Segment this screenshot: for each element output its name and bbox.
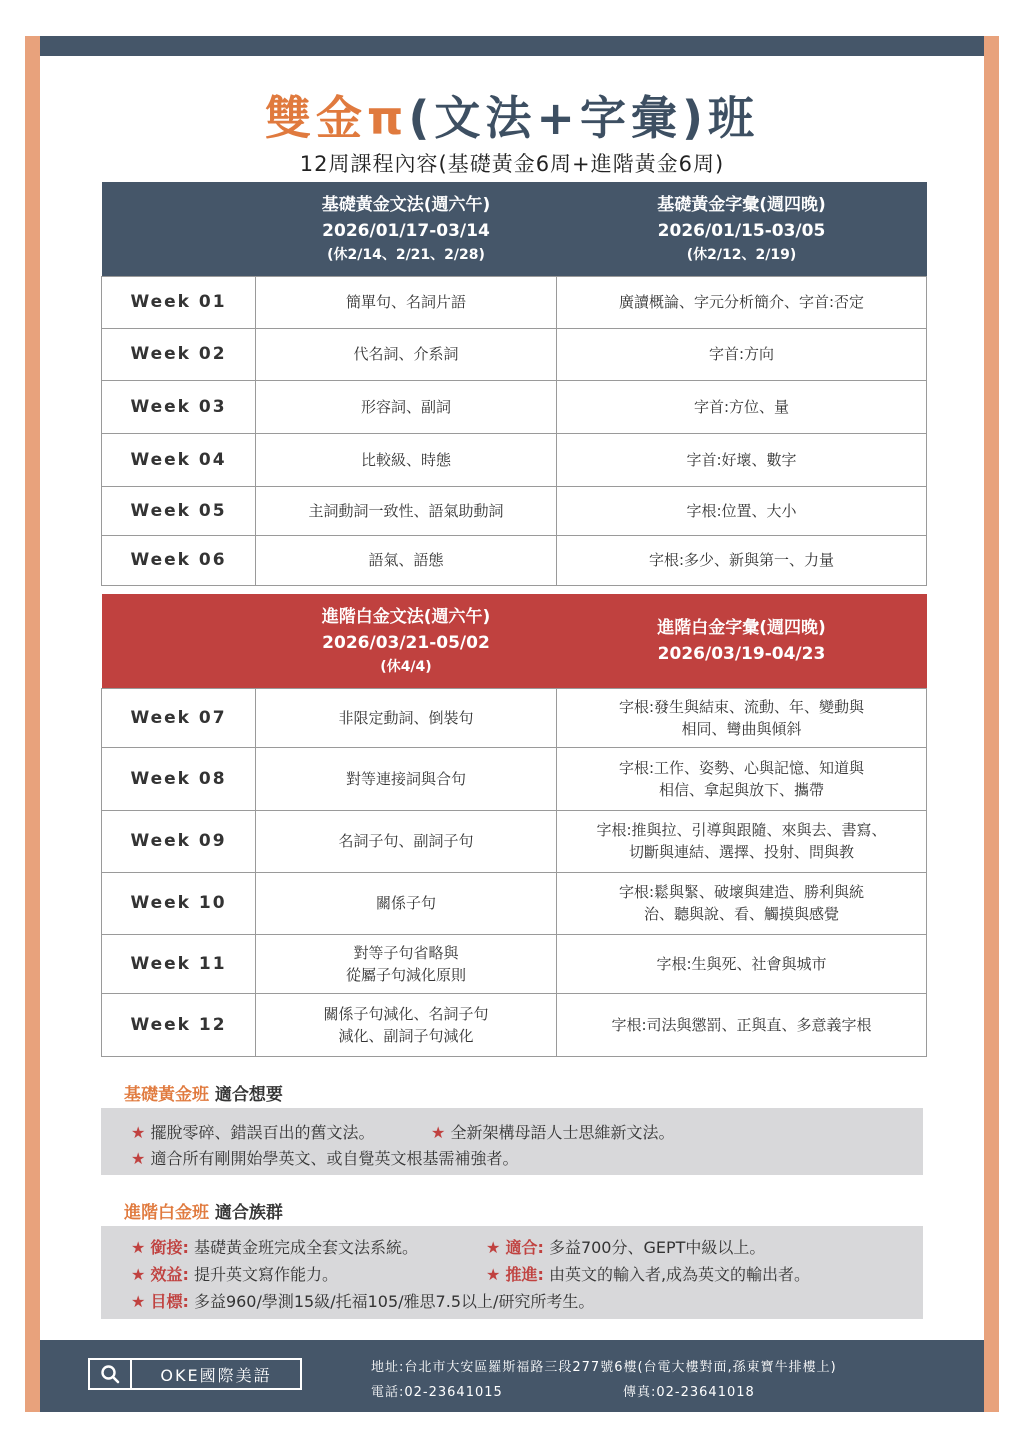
week-cell: Week 06: [102, 535, 256, 585]
grammar-cell: [256, 747, 557, 810]
week-cell: Week 12: [102, 993, 256, 1056]
page-title: [0, 82, 1024, 148]
table-row: [102, 747, 927, 810]
table-row: [102, 934, 927, 993]
header-line: (休2/14、2/21、2/28): [327, 246, 485, 263]
cell-line: 字根:生與死、社會與城市: [656, 954, 827, 973]
cell-line: 關係子句減化、名詞子句: [323, 1004, 489, 1023]
table-row: [102, 688, 927, 747]
basic-header-row: [102, 182, 927, 276]
header-line: 2026/03/19-04/23: [657, 643, 826, 664]
grammar-cell: [256, 872, 557, 934]
suit-text: 多益960/學測15級/托福105/雅思7.5以上/研究所考生。: [193, 1292, 595, 1311]
grammar-cell: 語氣、語態: [256, 535, 557, 585]
week-cell: Week 01: [102, 276, 256, 328]
basic-suit-line: [431, 1120, 674, 1143]
cell-line: 減化、副詞子句減化: [338, 1026, 474, 1045]
suit-text: 基礎黃金班完成全套文法系統。: [193, 1238, 418, 1257]
cell-line: 字根:工作、姿勢、心與記憶、知道與: [618, 758, 865, 777]
adv-suit-title-rest: 適合族群: [214, 1203, 283, 1223]
vocab-cell: [557, 747, 927, 810]
vocab-cell: [557, 934, 927, 993]
star-icon: ★: [131, 1292, 146, 1311]
title-rest: (文法+字彙)班: [408, 91, 759, 145]
cell-line: 字根:司法與懲罰、正與直、多意義字根: [611, 1015, 872, 1034]
suit-label: 推進:: [505, 1265, 544, 1284]
cell-line: 名詞子句、副詞子句: [338, 832, 474, 850]
vocab-cell: [557, 810, 927, 872]
brand-search-box[interactable]: [88, 1358, 302, 1390]
header-line: (休2/12、2/19): [686, 246, 797, 263]
week-cell: Week 11: [102, 934, 256, 993]
week-cell: Week 09: [102, 810, 256, 872]
basic-grammar-header: [256, 182, 557, 276]
star-icon: ★: [131, 1265, 146, 1284]
basic-suit-title-accent: 基礎黃金班: [124, 1085, 209, 1105]
header-line: 2026/03/21-05/02: [322, 632, 490, 653]
star-icon: ★: [131, 1238, 146, 1257]
advanced-vocab-header: [557, 594, 927, 688]
cell-line: 從屬子句減化原則: [345, 965, 466, 984]
suit-label: 適合:: [505, 1238, 544, 1257]
brand-name: OKE國際美語: [160, 1365, 272, 1385]
basic-suit-line: [131, 1146, 518, 1169]
vocab-cell: 字根:位置、大小: [557, 486, 927, 535]
star-icon: ★: [486, 1265, 501, 1284]
footer-phone: 電話:02-23641015: [371, 1385, 503, 1400]
footer-fax: 傳真:02-23641018: [623, 1385, 755, 1400]
vocab-cell: [557, 872, 927, 934]
advanced-schedule-table: [101, 594, 927, 1057]
cell-line: 字根:推與拉、引導與跟隨、來與去、書寫、: [596, 821, 887, 839]
week-cell: Week 02: [102, 328, 256, 380]
vocab-cell: 字首:方位、量: [557, 380, 927, 433]
vocab-cell: [557, 993, 927, 1056]
adv-suit-title-accent: 進階白金班: [124, 1203, 209, 1223]
cell-line: 對等連接詞與合句: [345, 769, 466, 788]
cell-line: 非限定動詞、倒裝句: [338, 708, 474, 727]
grammar-cell: 主詞動詞一致性、語氣助動詞: [256, 486, 557, 535]
suit-text: 多益700分、GEPT中級以上。: [548, 1238, 766, 1257]
header-line: (休4/4): [380, 658, 432, 675]
suit-text: 由英文的輸入者,成為英文的輸出者。: [548, 1265, 811, 1284]
cell-line: 字根:鬆與緊、破壞與建造、勝利與統: [618, 883, 865, 901]
table-row: [102, 433, 927, 486]
suit-text: 適合所有剛開始學英文、或自覺英文根基需補強者。: [150, 1149, 519, 1168]
star-icon: ★: [431, 1123, 446, 1142]
table-row: [102, 872, 927, 934]
grammar-cell: [256, 688, 557, 747]
cell-line: 對等子句省略與: [353, 943, 459, 962]
vocab-cell: 字首:好壞、數字: [557, 433, 927, 486]
star-icon: ★: [131, 1149, 146, 1168]
header-line: 進階白金字彙(週四晚): [657, 617, 826, 638]
advanced-header-row: [102, 594, 927, 688]
week-cell: Week 08: [102, 747, 256, 810]
right-border: [984, 36, 999, 1412]
grammar-cell: [256, 934, 557, 993]
cell-line: 相信、拿起與放下、攜帶: [658, 780, 824, 799]
week-cell: Week 07: [102, 688, 256, 747]
header-line: 2026/01/15-03/05: [657, 220, 826, 241]
basic-suit-title-rest: 適合想要: [214, 1085, 283, 1105]
table-row: [102, 810, 927, 872]
vocab-cell: 字首:方向: [557, 328, 927, 380]
cell-line: 切斷與連結、選擇、投射、問與教: [628, 843, 854, 861]
grammar-cell: 簡單句、名詞片語: [256, 276, 557, 328]
cell-line: 字根:發生與結束、流動、年、變動與: [618, 697, 865, 716]
footer-address: 地址:台北市大安區羅斯福路三段277號6樓(台電大樓對面,孫東寶牛排樓上): [371, 1360, 837, 1375]
suit-label: 銜接:: [150, 1238, 189, 1257]
table-row: [102, 380, 927, 433]
cell-line: 相同、彎曲與傾斜: [681, 719, 802, 738]
header-line: 基礎黃金字彙(週四晚): [657, 194, 826, 215]
suit-text: 提升英文寫作能力。: [193, 1265, 338, 1284]
header-line: 基礎黃金文法(週六午): [321, 194, 491, 215]
grammar-cell: [256, 993, 557, 1056]
grammar-cell: [256, 810, 557, 872]
table-row: [102, 328, 927, 380]
table-row: [102, 276, 927, 328]
vocab-cell: [557, 688, 927, 747]
table-row: [102, 486, 927, 535]
adv-suit-item: [131, 1235, 418, 1258]
search-icon: [90, 1360, 132, 1388]
adv-suit-item: [131, 1289, 594, 1312]
star-icon: ★: [486, 1238, 501, 1257]
vocab-cell: 字根:多少、新與第一、力量: [557, 535, 927, 585]
advanced-grammar-header: [256, 594, 557, 688]
grammar-cell: 代名詞、介系詞: [256, 328, 557, 380]
page-subtitle: 12周課程內容(基礎黃金6周+進階黃金6周): [299, 152, 725, 176]
cell-line: 治、聽與說、看、觸摸與感覺: [643, 905, 839, 923]
adv-suit-title: [124, 1198, 283, 1223]
suit-label: 目標:: [150, 1292, 189, 1311]
adv-suit-item: [131, 1262, 338, 1285]
basic-vocab-header: [557, 182, 927, 276]
adv-suit-item: [486, 1262, 810, 1285]
title-accent: 雙金π: [265, 91, 409, 145]
table-row: [102, 535, 927, 585]
header-line: 進階白金文法(週六午): [321, 606, 491, 627]
vocab-cell: 廣讀概論、字元分析簡介、字首:否定: [557, 276, 927, 328]
suit-label: 效益:: [150, 1265, 189, 1284]
suit-text: 全新架構母語人士思維新文法。: [450, 1123, 675, 1142]
week-cell: Week 10: [102, 872, 256, 934]
header-line: 2026/01/17-03/14: [322, 220, 490, 241]
week-cell: Week 04: [102, 433, 256, 486]
grammar-cell: 比較級、時態: [256, 433, 557, 486]
basic-suit-title: [124, 1080, 283, 1105]
top-bar: [40, 36, 984, 56]
basic-suit-line: [131, 1120, 374, 1143]
left-border: [25, 36, 40, 1412]
cell-line: 關係子句: [375, 894, 436, 912]
star-icon: ★: [131, 1123, 146, 1142]
suit-text: 擺脫零碎、錯誤百出的舊文法。: [150, 1123, 375, 1142]
adv-suit-item: [486, 1235, 765, 1258]
table-row: [102, 993, 927, 1056]
week-cell: Week 03: [102, 380, 256, 433]
grammar-cell: 形容詞、副詞: [256, 380, 557, 433]
week-cell: Week 05: [102, 486, 256, 535]
basic-schedule-table: [101, 182, 927, 586]
